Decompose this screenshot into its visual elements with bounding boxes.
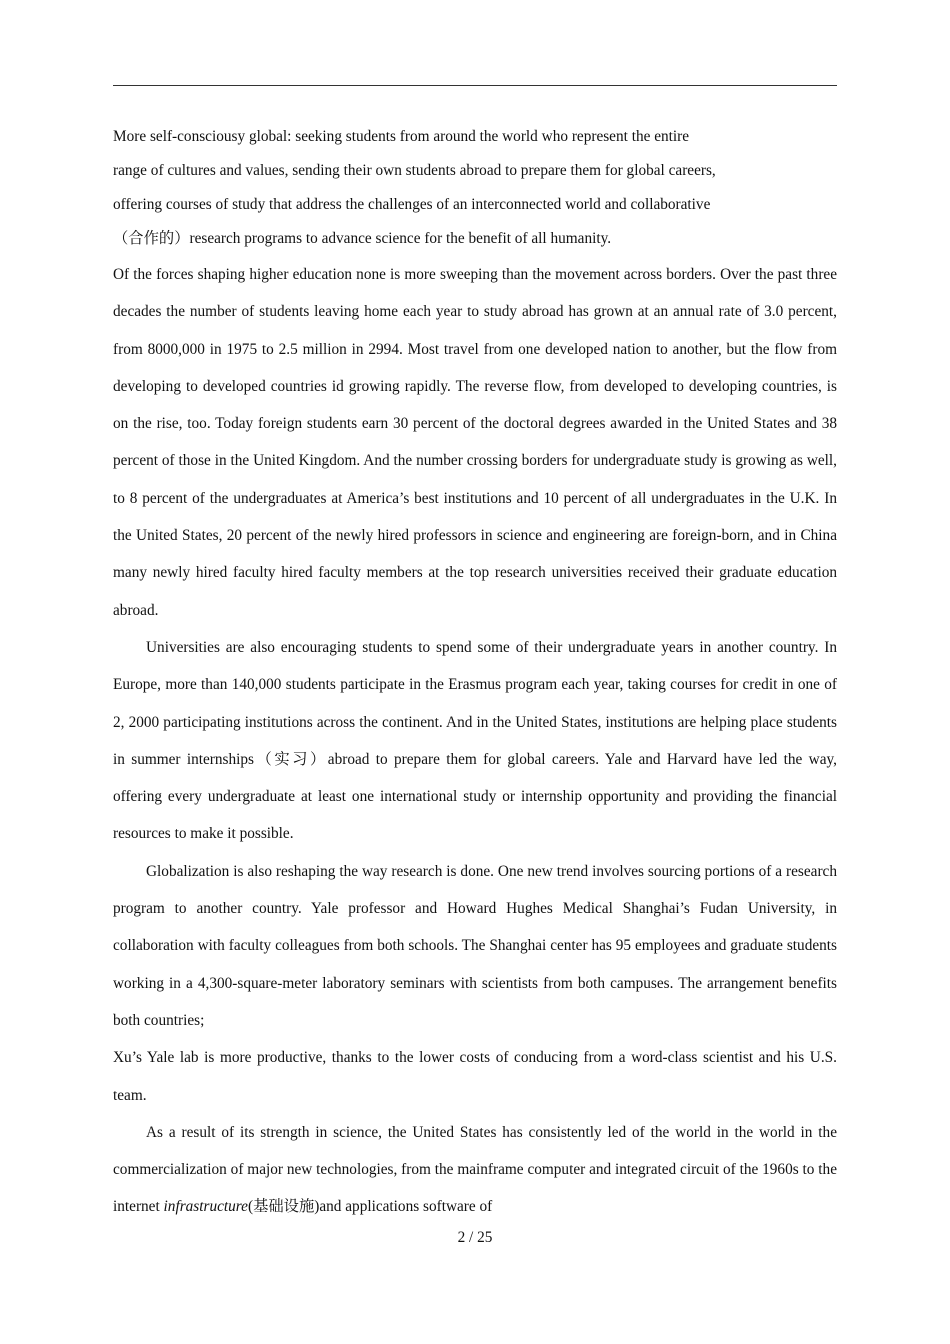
paragraph-text: (基础设施)and applications software of bbox=[247, 1198, 493, 1216]
intro-line: range of cultures and values, sending their own students abroad to prepare them for global careers, bbox=[113, 162, 716, 179]
intro-paragraph bbox=[113, 120, 837, 256]
document-body bbox=[113, 120, 837, 1226]
paragraph-commercialization bbox=[113, 1114, 837, 1226]
intro-line: （合作的）research programs to advance science for the benefit of all humanity. bbox=[113, 230, 612, 247]
intro-line: More self-consciousy global: seeking students from around the world who represent the entire bbox=[113, 128, 690, 145]
header-rule bbox=[113, 85, 837, 86]
page-number: 2 / 25 bbox=[457, 1229, 493, 1246]
italic-term: infrastructure bbox=[163, 1198, 248, 1216]
paragraph-borders: Of the forces shaping higher education none is more sweeping than the movement across borders. Over the past three decades the number of students leaving home each year to study abroad has grown at an annual rate of 3.0 percent, from 8000,000 in 1975 to 2.5 million in 2994. Most travel from one developed nation to another, but the flow from developing to developed countries id growing rapidly. The reverse flow, from developed to developing countries, is on the rise, too. Today foreign students earn 30 percent of the doctoral degrees awarded in the United States and 38 percent of those in the United Kingdom. And the number crossing borders for undergraduate study is growing as well, to 8 percent of the undergraduates at America’s best institutions and 10 percent of all undergraduates in the U.K. In the United States, 20 percent of the newly hired professors in science and engineering are foreign-born, and in China many newly hired faculty hired faculty members at the top research universities received their graduate education abroad. bbox=[113, 266, 837, 619]
paragraph-yale-lab: Xu’s Yale lab is more productive, thanks to the lower costs of conducing from a word-class scientist and his U.S. team. bbox=[113, 1049, 837, 1104]
paragraph-text: As a result of its strength in science, the United States has consistently led of the world in the world in the commercialization of major new technologies, from the mainframe computer and integrated circuit of the 1960s to the internet bbox=[113, 1123, 837, 1216]
paragraph-study-abroad: Universities are also encouraging students to spend some of their undergraduate years in another country. In Europe, more than 140,000 students participate in the Erasmus program each year, taking courses for credit in one of 2, 2000 participating institutions across the continent. And in the United States, institutions are helping place students in summer internships（实习）abroad to prepare them for global careers. Yale and Harvard have led the way, offering every undergraduate at least one international study or internship opportunity and providing the financial resources to make it possible. bbox=[113, 638, 837, 843]
intro-line: offering courses of study that address the challenges of an interconnected world and collaborative bbox=[113, 196, 711, 213]
paragraph-research-globalization: Globalization is also reshaping the way research is done. One new trend involves sourcing portions of a research program to another country. Yale professor and Howard Hughes Medical Shanghai’s Fudan University, in collaboration with faculty colleagues from both schools. The Shanghai center has 95 employees and graduate students working in a 4,300-square-meter laboratory seminars with scientists from both campuses. The arrangement benefits both countries; bbox=[113, 862, 837, 1029]
